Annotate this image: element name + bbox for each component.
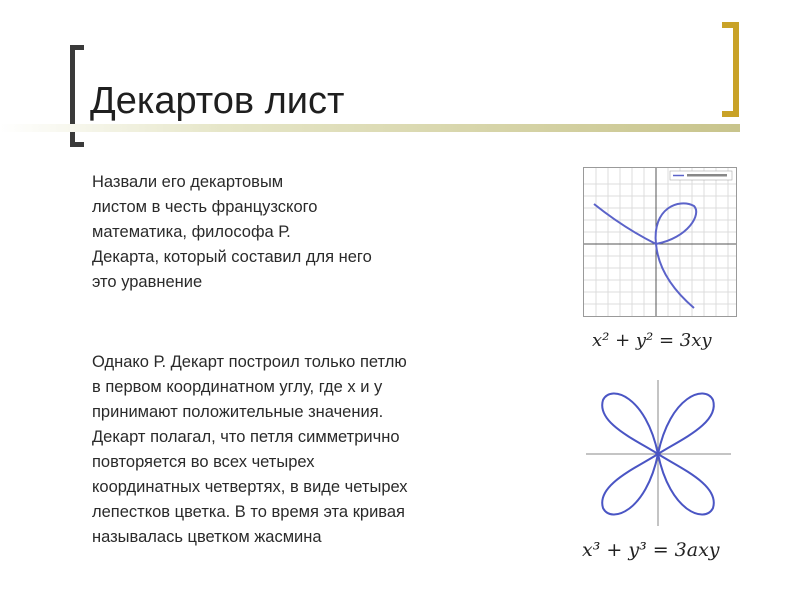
text-line: лепестков цветка. В то время эта кривая [92, 503, 405, 521]
text-line: это уравнение [92, 273, 203, 291]
text-line: Назвали его декартовым [92, 173, 284, 191]
text-line: листом в честь французского [92, 198, 318, 216]
text-line: координатных четвертях, в виде четырех [92, 478, 408, 496]
folium-graph-svg [584, 168, 736, 316]
paragraph-history [92, 350, 408, 550]
slide-title: Декартов лист [90, 80, 345, 122]
text-line: повторяется во всех четырех [92, 453, 315, 471]
flower-graph-image [586, 378, 736, 526]
folium-graph-image [583, 167, 737, 317]
text-line: называлась цветком жасмина [92, 528, 322, 546]
formula-folium: x² + y² = 3xy [592, 330, 712, 351]
text-line: в первом координатном углу, где х и у [92, 378, 383, 396]
formula-jasmine: x³ + y³ = 3axy [582, 539, 720, 561]
paragraph-intro [92, 170, 372, 295]
title-underline [0, 124, 740, 132]
right-bracket-decoration [722, 22, 739, 117]
flower-graph-svg [586, 378, 736, 526]
text-line: математика, философа Р. [92, 223, 291, 241]
text-line: принимают положительные значения. [92, 403, 384, 421]
text-line: Однако Р. Декарт построил только петлю [92, 353, 407, 371]
text-line: Декарт полагал, что петля симметрично [92, 428, 400, 446]
text-line: Декарта, который составил для него [92, 248, 372, 266]
